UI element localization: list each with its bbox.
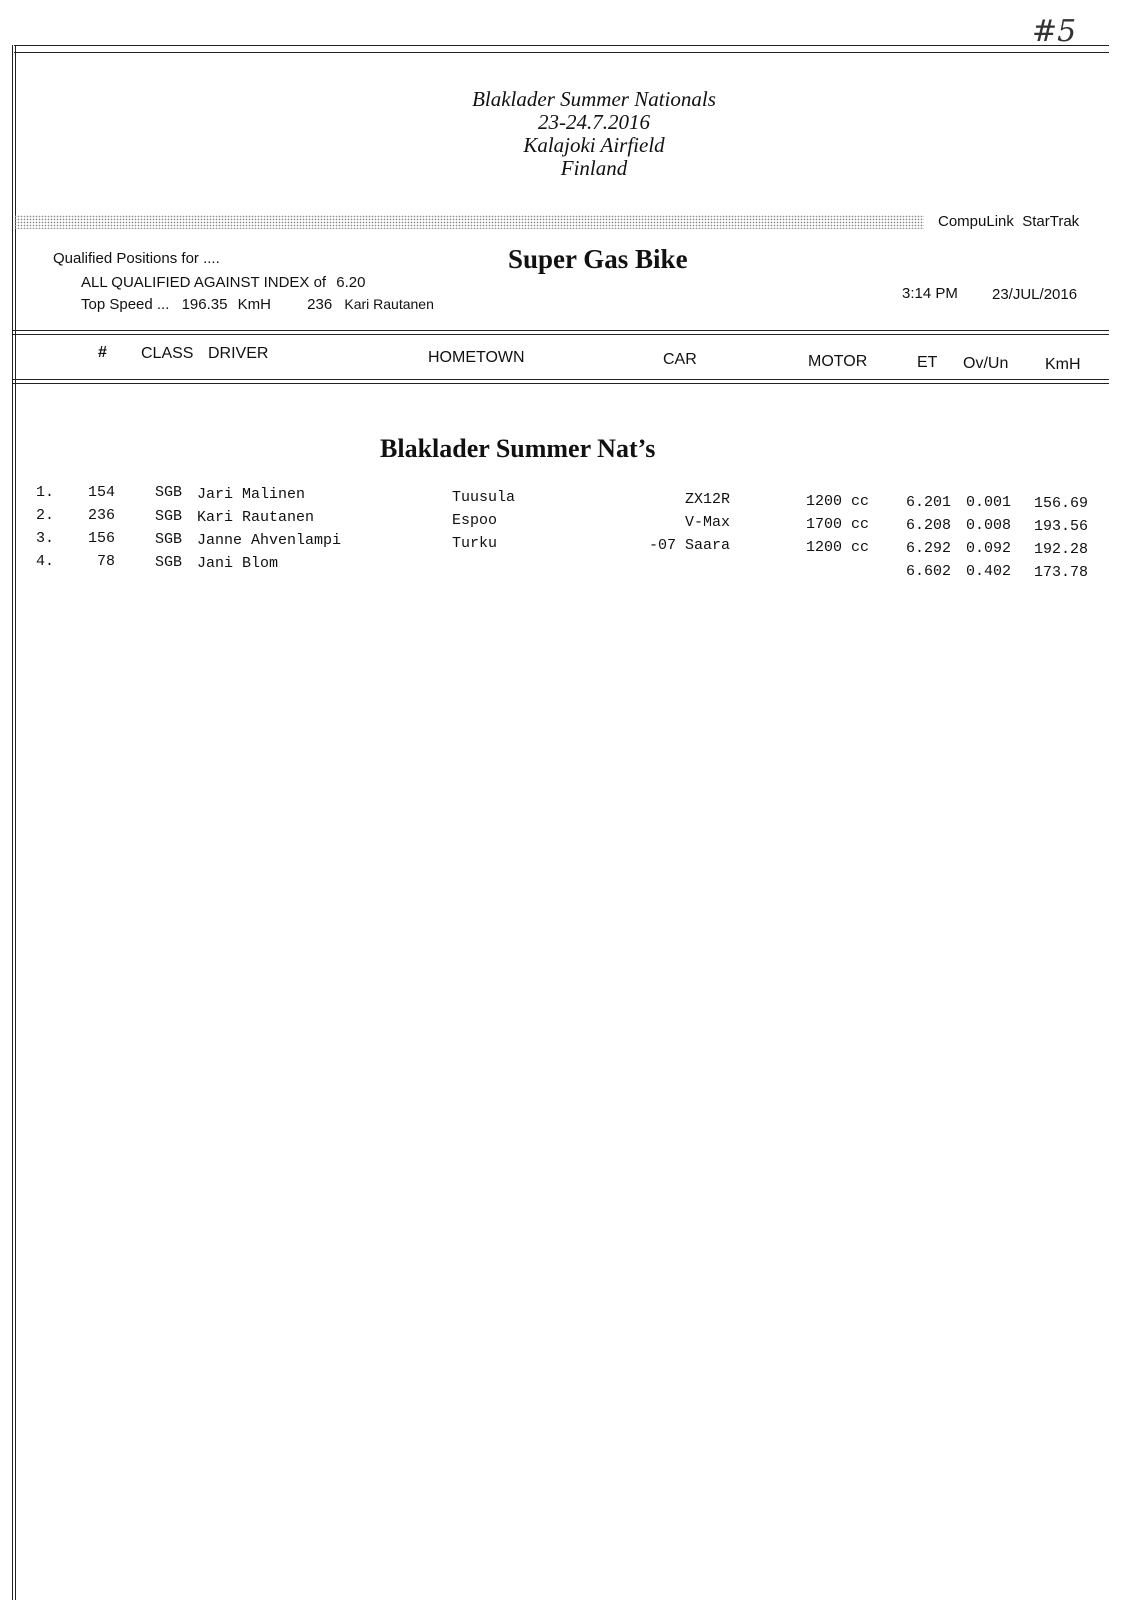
row-ovun: 0.001 [966,494,1012,511]
row-motor: 1200 cc [806,539,870,556]
header-rule-top-1 [12,330,1109,331]
row-ovun: 0.092 [966,540,1012,557]
col-car: CAR [663,351,697,368]
row-num: 154 [87,484,115,501]
row-pos: 2. [36,507,55,524]
index-value: 6.20 [336,274,366,291]
left-border-outer [12,45,13,1600]
row-driver: Jani Blom [197,555,279,572]
row-hometown: Tuusula [452,489,516,506]
row-class: SGB [155,484,183,501]
row-class: SGB [155,508,183,525]
row-ovun: 0.402 [966,563,1012,580]
header-rule-bottom-2 [12,383,1109,384]
col-hometown: HOMETOWN [428,349,525,366]
col-kmh: KmH [1045,356,1081,373]
section-title: Blaklader Summer Nat’s [380,434,656,463]
col-et: ET [917,354,938,371]
row-ovun: 0.008 [966,517,1012,534]
class-title: Super Gas Bike [508,244,688,274]
row-pos: 1. [36,484,55,501]
page-mark: #5 [1032,14,1077,49]
row-class: SGB [155,531,183,548]
index-label: ALL QUALIFIED AGAINST INDEX of [81,274,327,291]
report-date: 23/JUL/2016 [992,286,1078,303]
top-border-inner [14,52,1109,53]
row-driver: Kari Rautanen [197,509,315,526]
top-border-outer [14,45,1109,46]
row-num: 156 [87,530,115,547]
row-pos: 4. [36,553,55,570]
event-dates: 23-24.7.2016 [538,110,650,134]
header-rule-top-2 [12,334,1109,335]
col-class: CLASS [141,345,194,362]
top-speed-value: 196.35 [181,296,228,313]
stipple-band [14,215,924,229]
top-speed-number: 236 [307,296,333,313]
row-et: 6.201 [906,494,952,511]
event-venue: Kalajoki Airfield [523,133,665,157]
row-motor: 1200 cc [806,493,870,510]
col-driver: DRIVER [208,345,269,362]
row-car: -07 Saara [648,537,730,554]
row-driver: Jari Malinen [197,486,306,503]
col-num: # [98,344,107,361]
row-motor: 1700 cc [806,516,870,533]
row-pos: 3. [36,530,55,547]
row-driver: Janne Ahvenlampi [197,532,342,549]
top-speed-label: Top Speed ... [81,296,170,313]
row-kmh: 192.28 [1034,541,1089,558]
row-class: SGB [155,554,183,571]
qualified-intro: Qualified Positions for .... [53,250,220,267]
row-et: 6.602 [906,563,952,580]
report-time: 3:14 PM [902,285,958,302]
row-num: 236 [87,507,115,524]
row-car: ZX12R [684,491,730,508]
left-border-inner [15,45,16,1600]
row-kmh: 173.78 [1034,564,1089,581]
header-rule-bottom-1 [12,379,1109,380]
row-kmh: 156.69 [1034,495,1089,512]
col-motor: MOTOR [808,353,868,370]
software-name: CompuLink StarTrak [938,213,1080,230]
index-line [81,274,365,291]
row-num: 78 [96,553,115,570]
top-speed-unit: KmH [237,296,271,313]
top-speed-line [81,296,434,313]
row-hometown: Espoo [452,512,498,529]
top-speed-driver: Kari Rautanen [344,296,434,312]
col-ovun: Ov/Un [963,355,1009,372]
row-car: V-Max [684,514,730,531]
event-name: Blaklader Summer Nationals [472,87,716,111]
event-country: Finland [560,156,628,180]
row-kmh: 193.56 [1034,518,1089,535]
row-et: 6.208 [906,517,952,534]
row-hometown: Turku [452,535,498,552]
row-et: 6.292 [906,540,952,557]
